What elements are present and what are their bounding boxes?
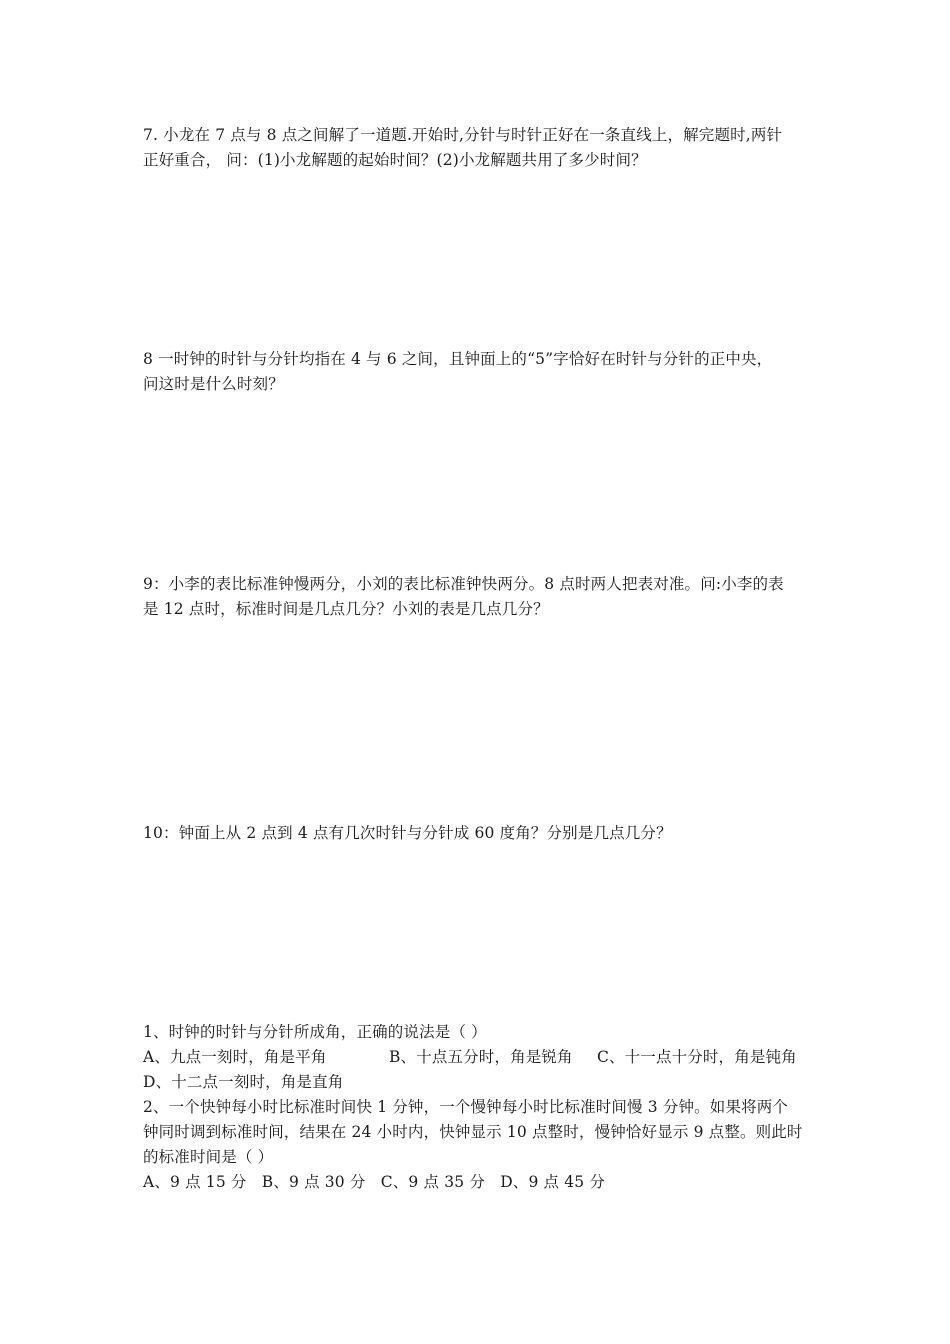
question-9: [143, 572, 811, 622]
question-8-line-1: 8 一时钟的时针与分针均指在 4 与 6 之间，且钟面上的“5”字恰好在时针与分针的正中央，: [143, 350, 773, 368]
question-7-line-2: 正好重合， 问：(1)小龙解题的起始时间？(2)小龙解题共用了多少时间？: [143, 151, 647, 169]
choice-question-2: [143, 1095, 811, 1195]
choice-2-stem-line-3: 的标准时间是（ ）: [143, 1148, 274, 1166]
choice-1-options-row: [143, 1045, 811, 1070]
question-9-line-1: 9：小李的表比标准钟慢两分，小刘的表比标准钟快两分。8 点时两人把表对准。问:小李的表: [143, 575, 784, 593]
question-10-line-1: 10：钟面上从 2 点到 4 点有几次时针与分针成 60 度角？分别是几点几分？: [143, 824, 672, 842]
choice-question-1: [143, 1020, 811, 1095]
question-8-line-2: 问这时是什么时刻？: [143, 375, 284, 393]
question-7: [143, 123, 811, 173]
choice-2-stem-line-2: 钟同时调到标准时间，结果在 24 小时内，快钟显示 10 点整时，慢钟恰好显示 9 点整。则此时: [143, 1123, 803, 1141]
question-7-line-1: 7. 小龙在 7 点与 8 点之间解了一道题.开始时,分针与时针正好在一条直线上，解完题时,两针: [143, 126, 783, 144]
choice-1-option-b: B、十点五分时，角是锐角: [389, 1048, 573, 1066]
choice-1-option-c: C、十一点十分时，角是钝角: [597, 1048, 797, 1066]
choice-1-option-a: A、九点一刻时，角是平角: [143, 1048, 327, 1066]
choice-1-option-d: D、十二点一刻时，角是直角: [143, 1073, 344, 1091]
choice-2-stem-line-1: 2、一个快钟每小时比标准时间快 1 分钟，一个慢钟每小时比标准时间慢 3 分钟。如果将两个: [143, 1098, 789, 1116]
choice-1-stem: 1、时钟的时针与分针所成角，正确的说法是（ ）: [143, 1023, 487, 1041]
question-8: [143, 347, 811, 397]
question-9-line-2: 是 12 点时，标准时间是几点几分？小刘的表是几点几分？: [143, 600, 549, 618]
choice-2-options: A、9 点 15 分 B、9 点 30 分 C、9 点 35 分 D、9 点 45 分: [143, 1173, 606, 1191]
question-10: [143, 821, 811, 846]
